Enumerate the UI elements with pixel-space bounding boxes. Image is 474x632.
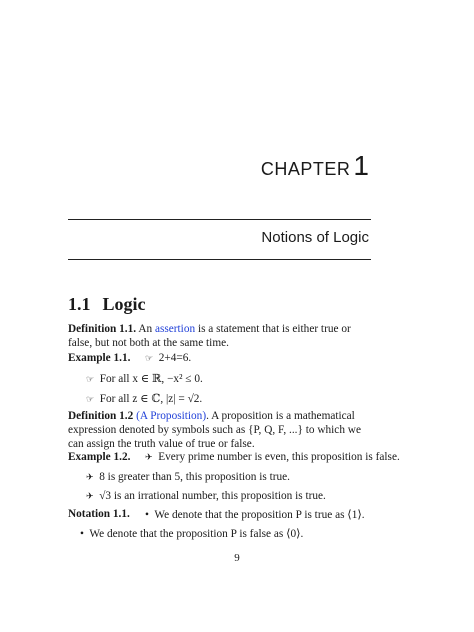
item-text: For all z ∈ ℂ, |z| = √2. xyxy=(99,393,203,405)
list-item xyxy=(86,372,203,385)
definition-label: Definition 1.2 xyxy=(68,410,134,422)
airplane-icon: ✈ xyxy=(145,453,153,463)
example-1-2-label xyxy=(68,451,130,463)
pointing-hand-icon: ☞ xyxy=(145,354,154,364)
section-heading xyxy=(68,294,146,315)
item-text: We denote that the proposition P is false as ⟨0⟩. xyxy=(89,528,304,540)
top-rule xyxy=(68,219,371,220)
definition-text: is a statement that is either true or false, but not both at the same time. xyxy=(68,323,351,349)
list-item xyxy=(86,392,202,405)
section-title: Logic xyxy=(102,294,146,314)
example-label: Example 1.1. xyxy=(68,352,131,364)
list-item xyxy=(145,451,400,463)
airplane-icon: ✈ xyxy=(86,492,94,502)
page-number: 9 xyxy=(234,552,240,564)
section-number: 1.1 xyxy=(68,294,91,314)
pointing-hand-icon: ☞ xyxy=(86,395,95,405)
item-text: 8 is greater than 5, this proposition is true. xyxy=(99,471,290,483)
item-text: For all x ∈ ℝ, −x² ≤ 0. xyxy=(99,373,203,385)
bullet-icon: • xyxy=(80,528,84,540)
chapter-heading xyxy=(0,150,369,182)
list-item xyxy=(145,508,365,521)
example-1-1-label xyxy=(68,352,130,364)
chapter-number: 1 xyxy=(353,150,369,181)
chapter-title: Notions of Logic xyxy=(261,229,369,246)
item-text: We denote that the proposition P is true as ⟨1⟩. xyxy=(154,509,365,521)
airplane-icon: ✈ xyxy=(86,473,94,483)
chapter-word: CHAPTER xyxy=(260,159,351,179)
bottom-rule xyxy=(68,259,371,260)
list-item xyxy=(145,352,191,364)
example-label: Example 1.2. xyxy=(68,451,131,463)
definition-text: . A proposition is a mathematical expression denoted by symbols such as {P, Q, F, ...} to which we can assign the truth value of true or false. xyxy=(68,410,361,450)
definition-1-2 xyxy=(68,409,372,451)
assertion-link[interactable]: assertion xyxy=(154,323,196,335)
proposition-link[interactable]: (A Proposition) xyxy=(136,410,207,422)
notation-1-1-label xyxy=(68,508,130,520)
list-item xyxy=(80,527,303,540)
definition-label: Definition 1.1. xyxy=(68,323,137,335)
bullet-icon: • xyxy=(145,509,149,521)
item-text: 2+4=6. xyxy=(158,352,192,364)
list-item xyxy=(86,490,326,502)
item-text: √3 is an irrational number, this proposition is true. xyxy=(99,490,326,502)
pointing-hand-icon: ☞ xyxy=(86,375,95,385)
list-item xyxy=(86,471,290,483)
item-text: Every prime number is even, this proposition is false. xyxy=(158,451,400,463)
definition-text: An xyxy=(138,323,153,335)
definition-1-1 xyxy=(68,322,372,350)
notation-label: Notation 1.1. xyxy=(68,508,130,520)
